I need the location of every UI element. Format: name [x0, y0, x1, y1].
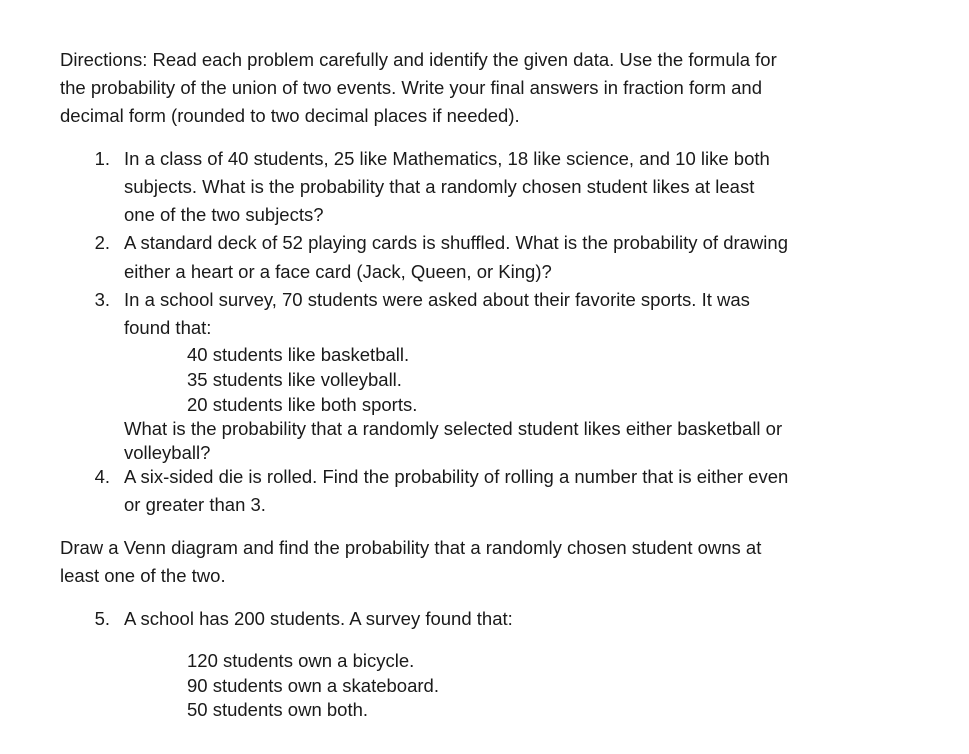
problem-number: 1.	[94, 148, 110, 169]
directions-line: decimal form (rounded to two decimal places if needed).	[60, 105, 520, 126]
directions-line: the probability of the union of two events. Write your final answers in fraction form and	[60, 77, 762, 98]
instruction-line: Draw a Venn diagram and find the probability that a randomly chosen student owns at	[60, 537, 762, 558]
problem-question-line: What is the probability that a randomly selected student likes either basketball or	[124, 418, 783, 439]
fact-line: 40 students like basketball.	[187, 344, 410, 365]
problem-text-line: A six-sided die is rolled. Find the probability of rolling a number that is either even	[124, 466, 789, 487]
problem-text-line: one of the two subjects?	[124, 204, 324, 225]
fact-line: 20 students like both sports.	[187, 394, 418, 415]
instruction-line: least one of the two.	[60, 565, 226, 586]
fact-line: 120 students own a bicycle.	[187, 650, 415, 671]
problem-text-line: In a school survey, 70 students were asked about their favorite sports. It was	[124, 289, 750, 310]
problem-number: 5.	[94, 608, 110, 629]
problem-text-line: A standard deck of 52 playing cards is shuffled. What is the probability of drawing	[124, 232, 788, 253]
fact-line: 90 students own a skateboard.	[187, 675, 439, 696]
problem-text-line: subjects. What is the probability that a randomly chosen student likes at least	[124, 176, 755, 197]
fact-line: 50 students own both.	[187, 699, 369, 720]
problem-number: 4.	[94, 466, 110, 487]
problem-text-line: or greater than 3.	[124, 494, 266, 515]
directions-line: Directions: Read each problem carefully and identify the given data. Use the formula for	[60, 49, 777, 70]
problem-number: 3.	[94, 289, 110, 310]
problem-question-line: volleyball?	[124, 442, 211, 463]
problem-text-line: either a heart or a face card (Jack, Queen, or King)?	[124, 261, 552, 282]
problem-text-line: found that:	[124, 317, 212, 338]
fact-line: 35 students like volleyball.	[187, 369, 402, 390]
problem-text-line: In a class of 40 students, 25 like Mathematics, 18 like science, and 10 like both	[124, 148, 770, 169]
problem-number: 2.	[94, 232, 110, 253]
problem-text-line: A school has 200 students. A survey found that:	[124, 608, 513, 629]
